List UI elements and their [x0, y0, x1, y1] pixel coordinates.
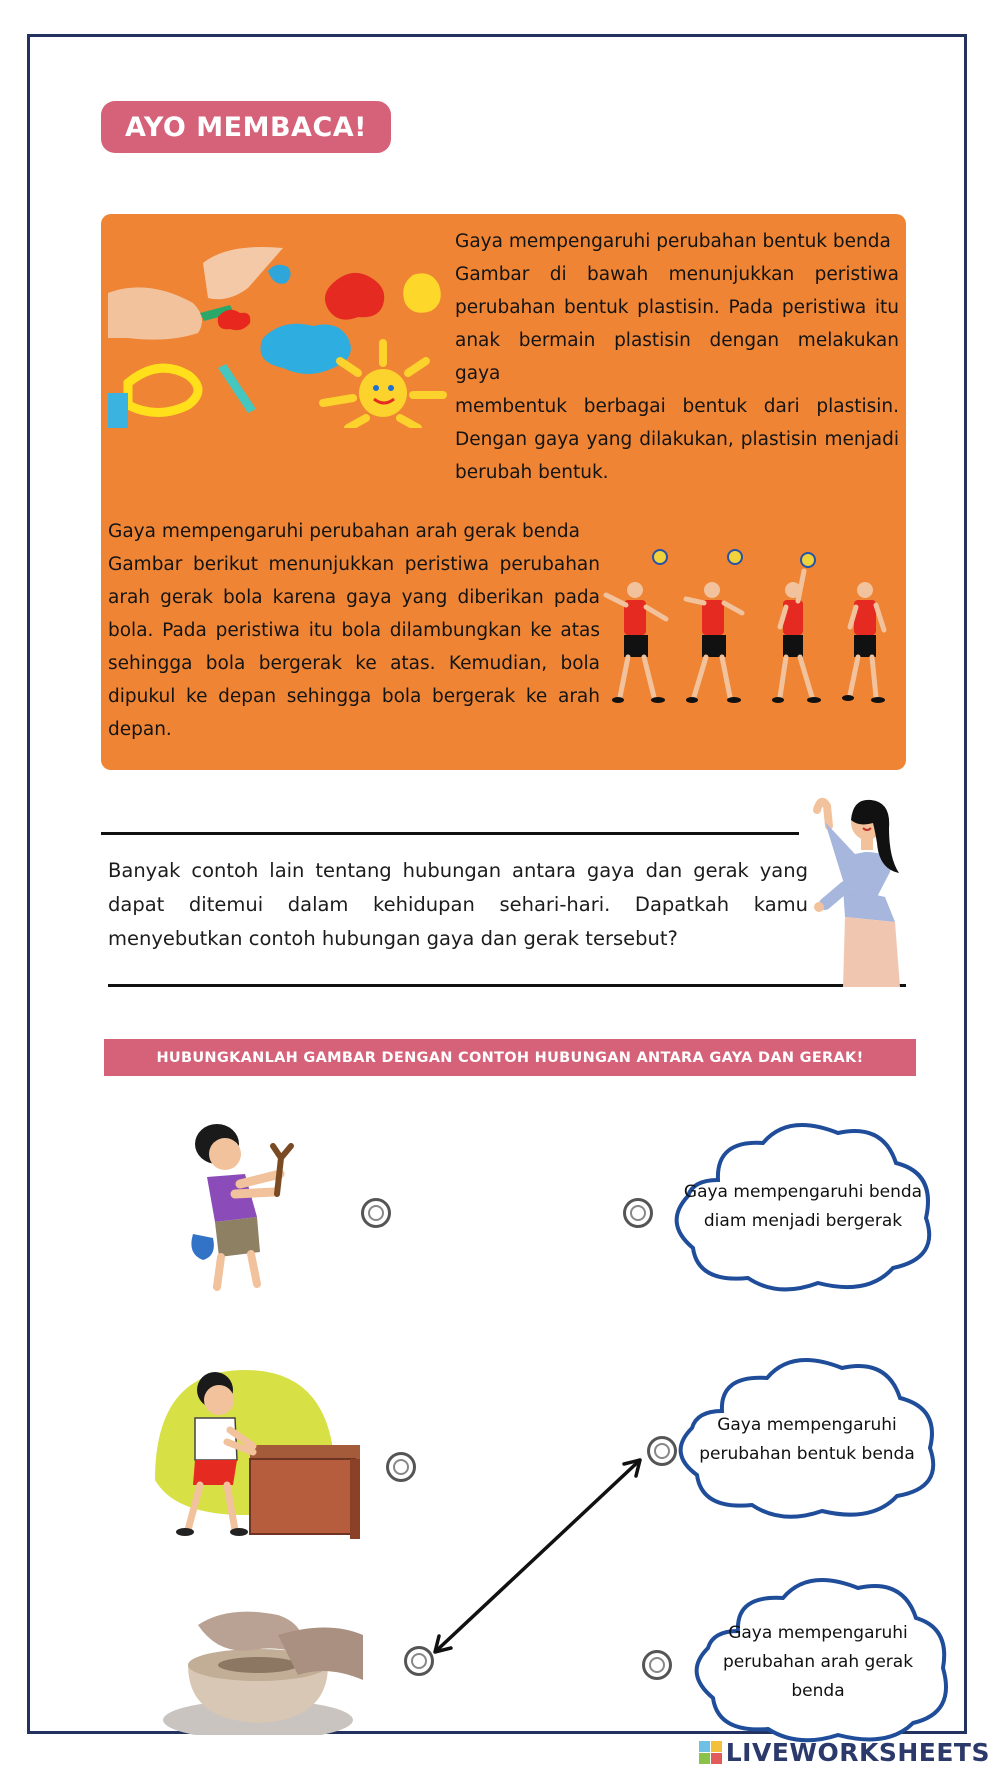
direction-line: sehingga bola bergerak ke atas. Kemudian, bola — [108, 653, 600, 674]
shape-line: Dengan gaya yang dilakukan, plastisin menjadi — [455, 429, 899, 450]
question-line: dapat ditemui dalam kehidupan sehari-hari. Dapatkah kamu — [108, 893, 808, 916]
option-line: perubahan arah gerak — [722, 1652, 914, 1672]
image-match-point[interactable] — [386, 1452, 416, 1482]
option-card — [703, 1619, 933, 1706]
option-line: perubahan bentuk benda — [699, 1444, 915, 1464]
option-match-point[interactable] — [642, 1650, 672, 1680]
direction-line: arah gerak bola karena gaya yang diberikan pada — [108, 587, 600, 608]
option-line: Gaya mempengaruhi — [728, 1623, 908, 1643]
direction-line: depan. — [108, 719, 172, 740]
option-line: Gaya mempengaruhi — [717, 1415, 897, 1435]
option-card — [682, 1411, 932, 1469]
shape-line: membentuk berbagai bentuk dari plastisin. — [455, 396, 899, 417]
instruction-banner: HUBUNGKANLAH GAMBAR DENGAN CONTOH HUBUNGAN ANTARA GAYA DAN GERAK! — [104, 1039, 916, 1076]
shape-title: Gaya mempengaruhi perubahan bentuk benda — [455, 231, 891, 252]
brand-text: LIVEWORKSHEETS — [725, 1738, 990, 1767]
shape-line: Gambar di bawah menunjukkan peristiwa — [455, 264, 899, 285]
direction-paragraph — [108, 515, 600, 746]
divider-top — [101, 832, 799, 835]
direction-line: Gambar berikut menunjukkan peristiwa perubahan — [108, 554, 600, 575]
teacher-illustration — [805, 792, 915, 987]
plasticine-illustration — [108, 243, 448, 428]
question-line: Banyak contoh lain tentang hubungan antara gaya dan gerak yang — [108, 859, 808, 882]
slingshot-boy-image — [185, 1122, 310, 1297]
match-arrow — [400, 1440, 670, 1670]
section-title: AYO MEMBACA! — [101, 101, 391, 153]
question-paragraph — [108, 854, 808, 956]
direction-title: Gaya mempengaruhi perubahan arah gerak benda — [108, 521, 580, 542]
volleyball-sequence-illustration — [600, 545, 900, 710]
image-match-point[interactable] — [404, 1646, 434, 1676]
shape-paragraph — [455, 225, 899, 489]
option-line: benda — [791, 1681, 845, 1701]
shape-line: anak bermain plastisin dengan melakukan gaya — [455, 330, 899, 384]
option-match-point[interactable] — [623, 1198, 653, 1228]
boy-pushing-table-image — [155, 1360, 365, 1540]
pottery-image — [158, 1605, 363, 1735]
divider-bottom — [108, 984, 906, 987]
option-card — [678, 1178, 928, 1236]
shape-line: berubah bentuk. — [455, 462, 609, 483]
option-line: diam menjadi bergerak — [703, 1211, 903, 1231]
logo-icon — [699, 1741, 722, 1764]
direction-line: bola. Pada peristiwa itu bola dilambungkan ke atas — [108, 620, 600, 641]
shape-line: perubahan bentuk plastisin. Pada peristiwa itu — [455, 297, 899, 318]
direction-line: dipukul ke depan sehingga bola bergerak ke arah — [108, 686, 600, 707]
liveworksheets-logo[interactable] — [699, 1738, 990, 1767]
image-match-point[interactable] — [361, 1198, 391, 1228]
question-line: menyebutkan contoh hubungan gaya dan gerak tersebut? — [108, 927, 678, 950]
option-line: Gaya mempengaruhi benda — [683, 1182, 923, 1202]
